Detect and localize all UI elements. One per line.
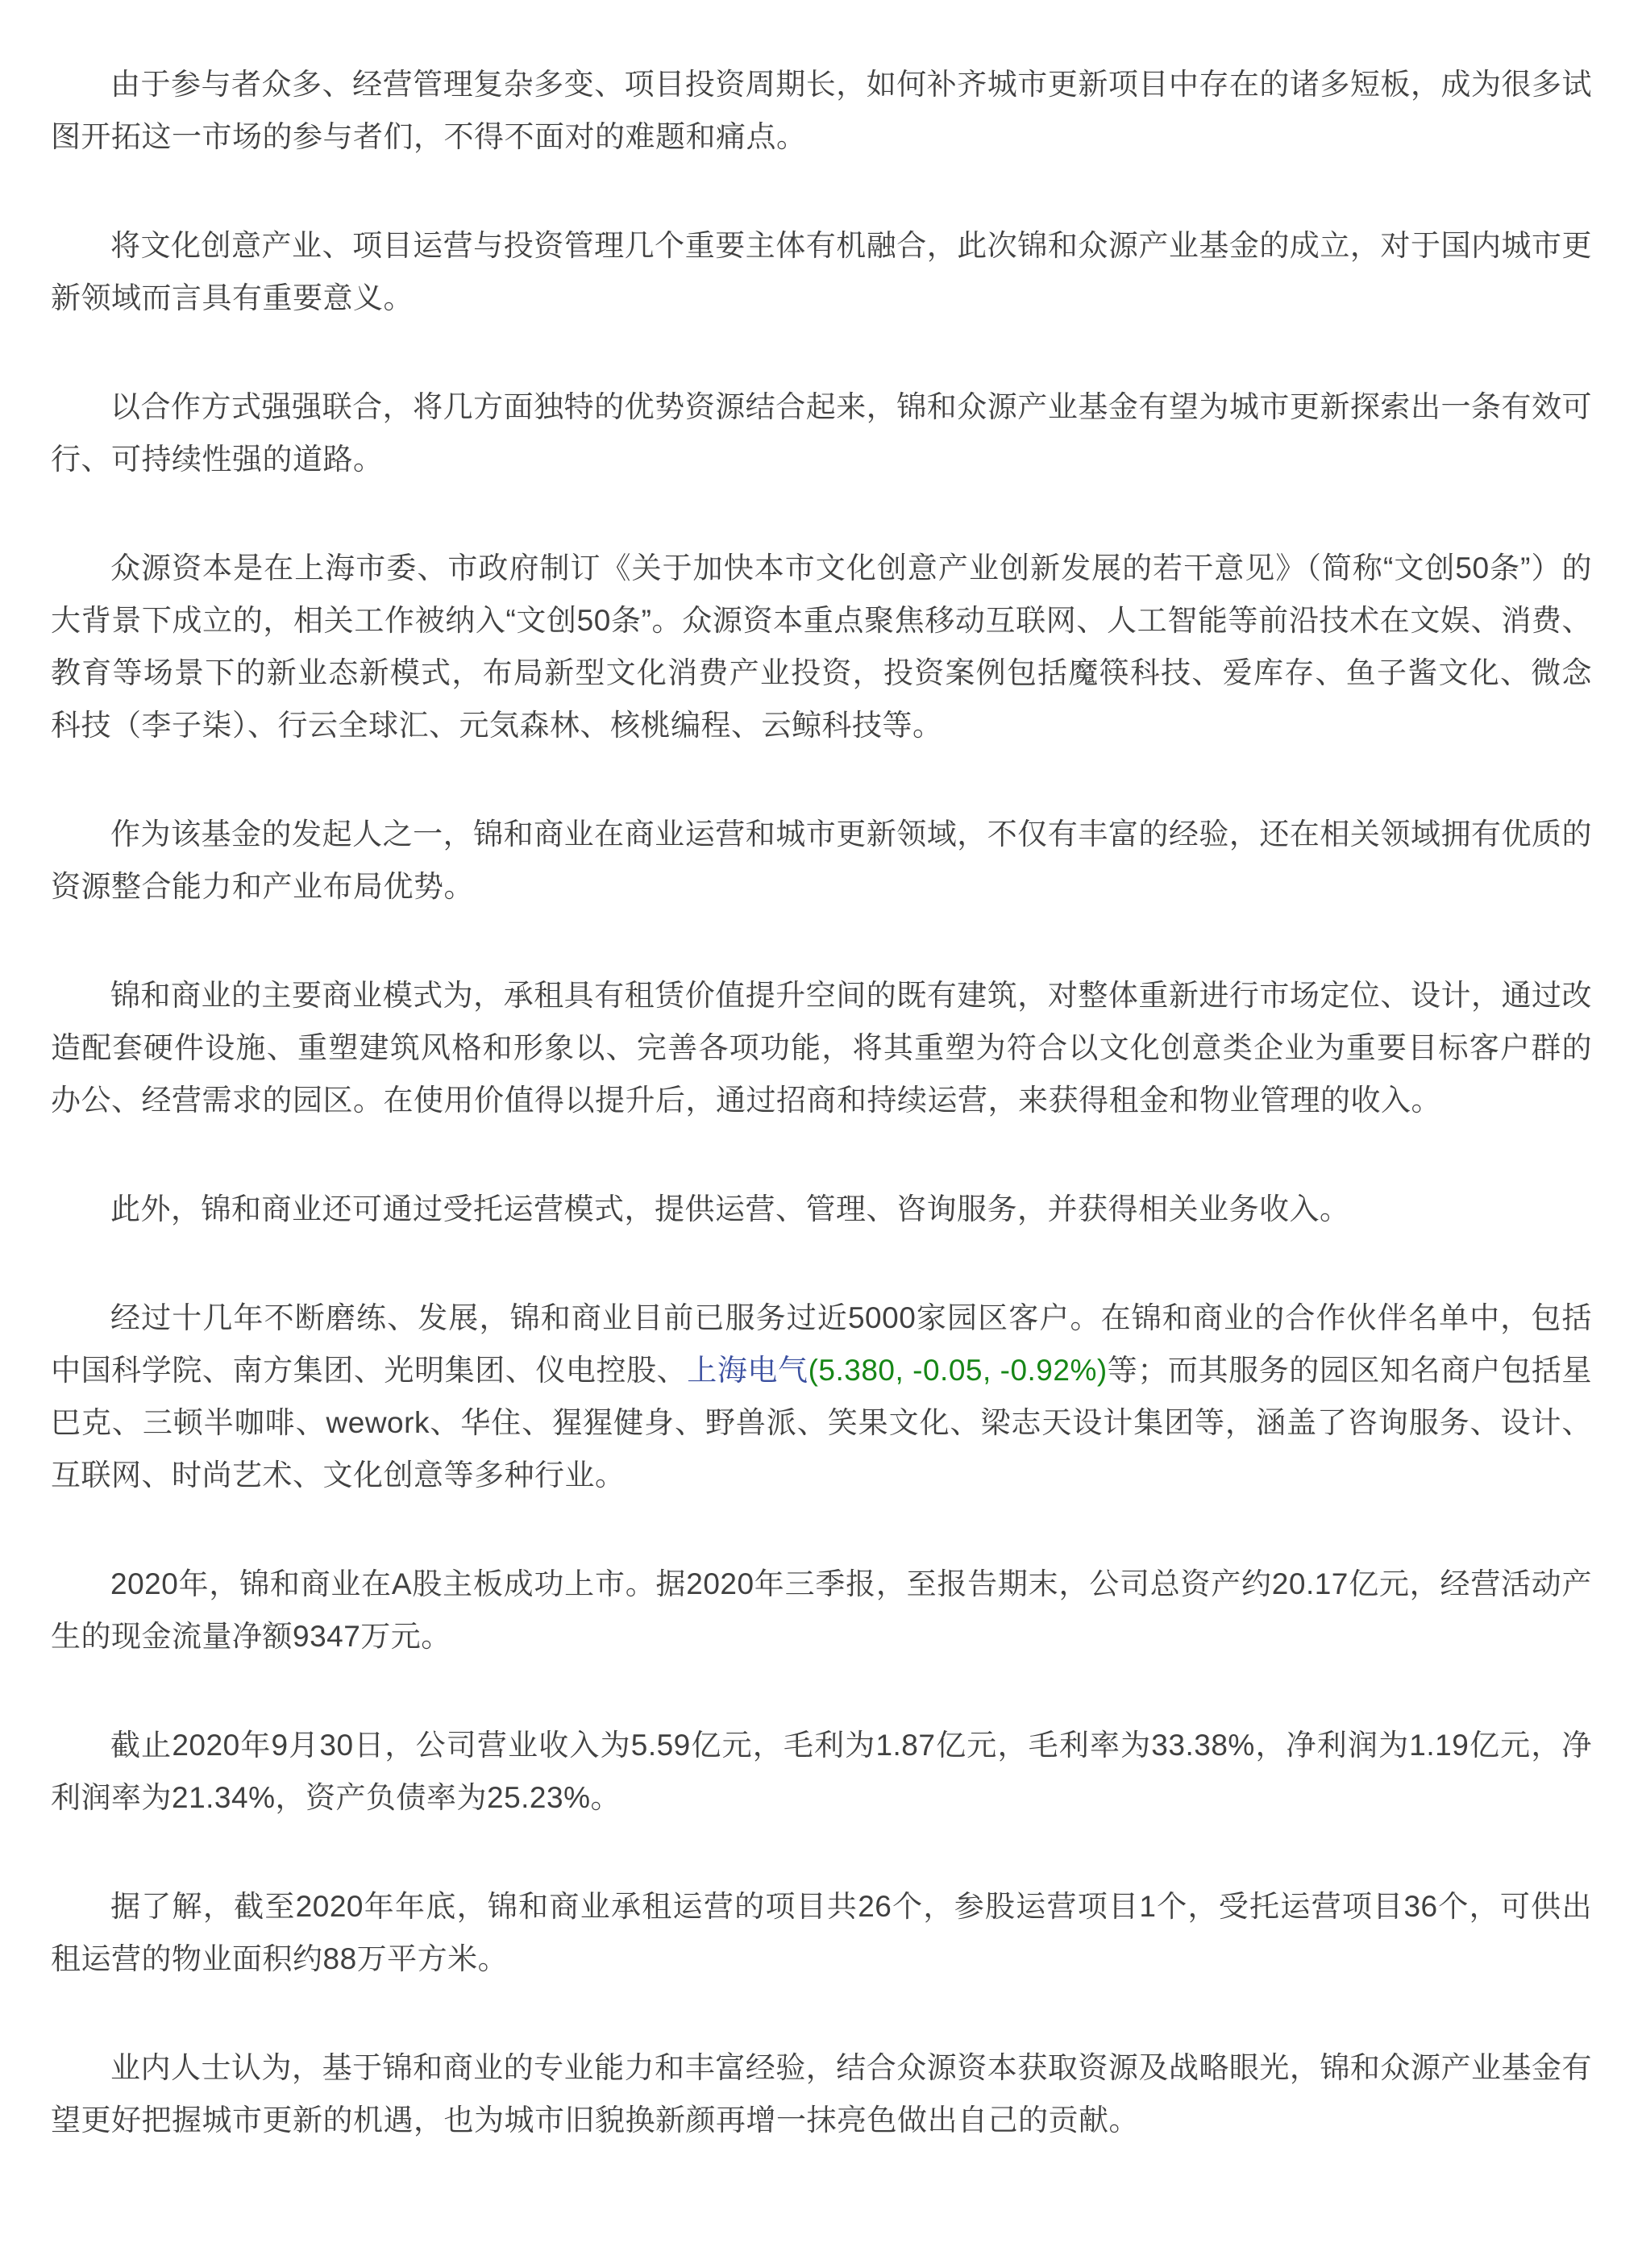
paragraph: 此外，锦和商业还可通过受托运营模式，提供运营、管理、咨询服务，并获得相关业务收入。 [110,1192,1350,1226]
paragraph-text: 等；而其服务的园区知名商户包括星巴克、三顿半咖啡、wework、华住、猩猩健身、野兽派、笑果文化、梁志天设计集团等，涵盖了咨询服务、设计、互联网、时尚艺术、文化创意等多种行业。 [51,1354,1593,1492]
paragraph-with-stock-link [51,1292,1592,1501]
paragraph: 众源资本是在上海市委、市政府制订《关于加快本市文化创意产业创新发展的若干意见》（简称“文创50条”）的大背景下成立的，相关工作被纳入“文创50条”。众源资本重点聚焦移动互联网、人工智能等前沿技术在文娱、消费、教育等场景下的新业态新模式，布局新型文化消费产业投资，投资案例包括魔筷科技、爱库存、鱼子酱文化、微念科技（李子柒）、行云全球汇、元気森林、核桃编程、云鲸科技等。 [51,551,1592,742]
paragraph: 截止2020年9月30日，公司营业收入为5.59亿元，毛利为1.87亿元，毛利率为33.38%，净利润为1.19亿元，净利润率为21.34%，资产负债率为25.23%。 [51,1729,1592,1814]
paragraph: 由于参与者众多、经营管理复杂多变、项目投资周期长，如何补齐城市更新项目中存在的诸多短板，成为很多试图开拓这一市场的参与者们，不得不面对的难题和痛点。 [51,68,1592,153]
stock-link-shanghai-electric[interactable]: 上海电气 [687,1354,809,1387]
paragraph: 锦和商业的主要商业模式为，承租具有租赁价值提升空间的既有建筑，对整体重新进行市场定位、设计，通过改造配套硬件设施、重塑建筑风格和形象以、完善各项功能，将其重塑为符合以文化创意类企业为重要目标客户群的办公、经营需求的园区。在使用价值得以提升后，通过招商和持续运营，来获得租金和物业管理的收入。 [51,979,1592,1117]
paragraph: 据了解，截至2020年年底，锦和商业承租运营的项目共26个，参股运营项目1个，受托运营项目36个，可供出租运营的物业面积约88万平方米。 [51,1890,1592,1975]
paragraph-text: 经过十几年不断磨练、发展，锦和商业目前已服务过近5000家园区客户。在锦和商业的合作伙伴名单中，包括中国科学院、南方集团、光明集团、仪电控股、 [51,1301,1592,1387]
paragraph: 作为该基金的发起人之一，锦和商业在商业运营和城市更新领域，不仅有丰富的经验，还在相关领域拥有优质的资源整合能力和产业布局优势。 [51,818,1592,903]
stock-quote: (5.380, -0.05, -0.92%) [808,1354,1108,1387]
paragraph: 将文化创意产业、项目运营与投资管理几个重要主体有机融合，此次锦和众源产业基金的成立，对于国内城市更新领域而言具有重要意义。 [51,229,1592,314]
paragraph: 2020年，锦和商业在A股主板成功上市。据2020年三季报，至报告期末，公司总资产约20.17亿元，经营活动产生的现金流量净额9347万元。 [51,1567,1592,1653]
paragraph: 业内人士认为，基于锦和商业的专业能力和丰富经验，结合众源资本获取资源及战略眼光，锦和众源产业基金有望更好把握城市更新的机遇，也为城市旧貌换新颜再增一抹亮色做出自己的贡献。 [51,2051,1592,2137]
paragraph: 以合作方式强强联合，将几方面独特的优势资源结合起来，锦和众源产业基金有望为城市更新探索出一条有效可行、可持续性强的道路。 [51,390,1592,476]
